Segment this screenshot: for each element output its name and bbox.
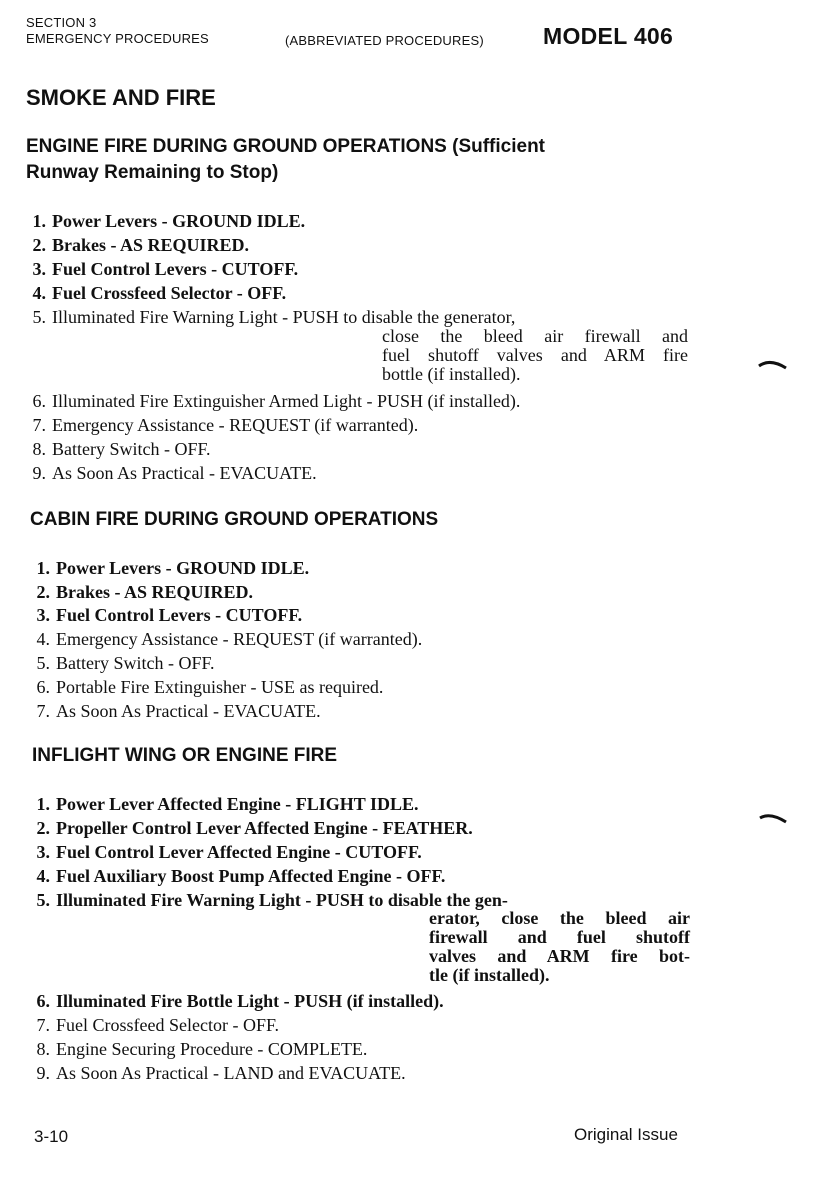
page-number: 3-10	[34, 1127, 69, 1146]
change-bar-mark	[756, 356, 790, 378]
list-item: 7. Emergency Assistance - REQUEST (if warranted).	[32, 415, 419, 435]
list-item-continuation: tle (if installed).	[429, 965, 550, 985]
list-item-continuation: valves and ARM fire bot-	[429, 946, 690, 966]
change-bar-mark	[758, 810, 792, 828]
list-item: 2. Brakes - AS REQUIRED.	[32, 235, 250, 255]
list-item: 3. Fuel Control Levers - CUTOFF.	[36, 605, 303, 625]
section-heading: CABIN FIRE DURING GROUND OPERATIONS	[30, 509, 439, 530]
list-item-continuation: bottle (if installed).	[382, 364, 521, 384]
list-item: 8. Engine Securing Procedure - COMPLETE.	[36, 1039, 368, 1059]
section-label: SECTION 3	[26, 15, 97, 30]
list-item: 1. Power Levers - GROUND IDLE.	[32, 211, 306, 231]
section-heading: ENGINE FIRE DURING GROUND OPERATIONS (Sufficient	[26, 136, 546, 157]
list-item: 1. Power Lever Affected Engine - FLIGHT IDLE.	[36, 794, 419, 814]
list-item: 7. Fuel Crossfeed Selector - OFF.	[36, 1015, 280, 1035]
list-item: 3. Fuel Control Levers - CUTOFF.	[32, 259, 299, 279]
list-item: 4. Fuel Crossfeed Selector - OFF.	[32, 283, 287, 303]
list-item-continuation: erator, close the bleed air	[429, 908, 690, 928]
list-item: 1. Power Levers - GROUND IDLE.	[36, 558, 310, 578]
section-heading: Runway Remaining to Stop)	[26, 162, 279, 183]
list-item: 4. Fuel Auxiliary Boost Pump Affected Engine - OFF.	[36, 866, 446, 886]
issue-label: Original Issue	[574, 1125, 678, 1144]
section-heading: INFLIGHT WING OR ENGINE FIRE	[32, 745, 338, 766]
list-item: 6. Portable Fire Extinguisher - USE as required.	[36, 677, 384, 697]
chapter-label: EMERGENCY PROCEDURES	[26, 31, 209, 46]
list-item-continuation: firewall and fuel shutoff	[429, 927, 690, 947]
list-item: 5. Battery Switch - OFF.	[36, 653, 215, 673]
list-item: 4. Emergency Assistance - REQUEST (if warranted).	[36, 629, 423, 649]
list-item: 6. Illuminated Fire Bottle Light - PUSH (if installed).	[36, 991, 444, 1011]
page-title: SMOKE AND FIRE	[26, 85, 216, 110]
list-item: 9. As Soon As Practical - LAND and EVACUATE.	[36, 1063, 406, 1083]
list-item-continuation: fuel shutoff valves and ARM fire	[382, 345, 688, 365]
list-item: 8. Battery Switch - OFF.	[32, 439, 211, 459]
list-item: 7. As Soon As Practical - EVACUATE.	[36, 701, 321, 721]
list-item: 5. Illuminated Fire Warning Light - PUSH to disable the gen-	[36, 890, 508, 910]
list-item: 6. Illuminated Fire Extinguisher Armed Light - PUSH (if installed).	[32, 391, 521, 411]
list-item: 5. Illuminated Fire Warning Light - PUSH to disable the generator,	[32, 307, 516, 327]
list-item: 9. As Soon As Practical - EVACUATE.	[32, 463, 317, 483]
list-item: 2. Brakes - AS REQUIRED.	[36, 582, 254, 602]
list-item: 2. Propeller Control Lever Affected Engine - FEATHER.	[36, 818, 473, 838]
list-item: 3. Fuel Control Lever Affected Engine - CUTOFF.	[36, 842, 422, 862]
model-label: MODEL 406	[543, 23, 674, 49]
header-subtitle: (ABBREVIATED PROCEDURES)	[285, 33, 484, 48]
list-item-continuation: close the bleed air firewall and	[382, 326, 688, 346]
